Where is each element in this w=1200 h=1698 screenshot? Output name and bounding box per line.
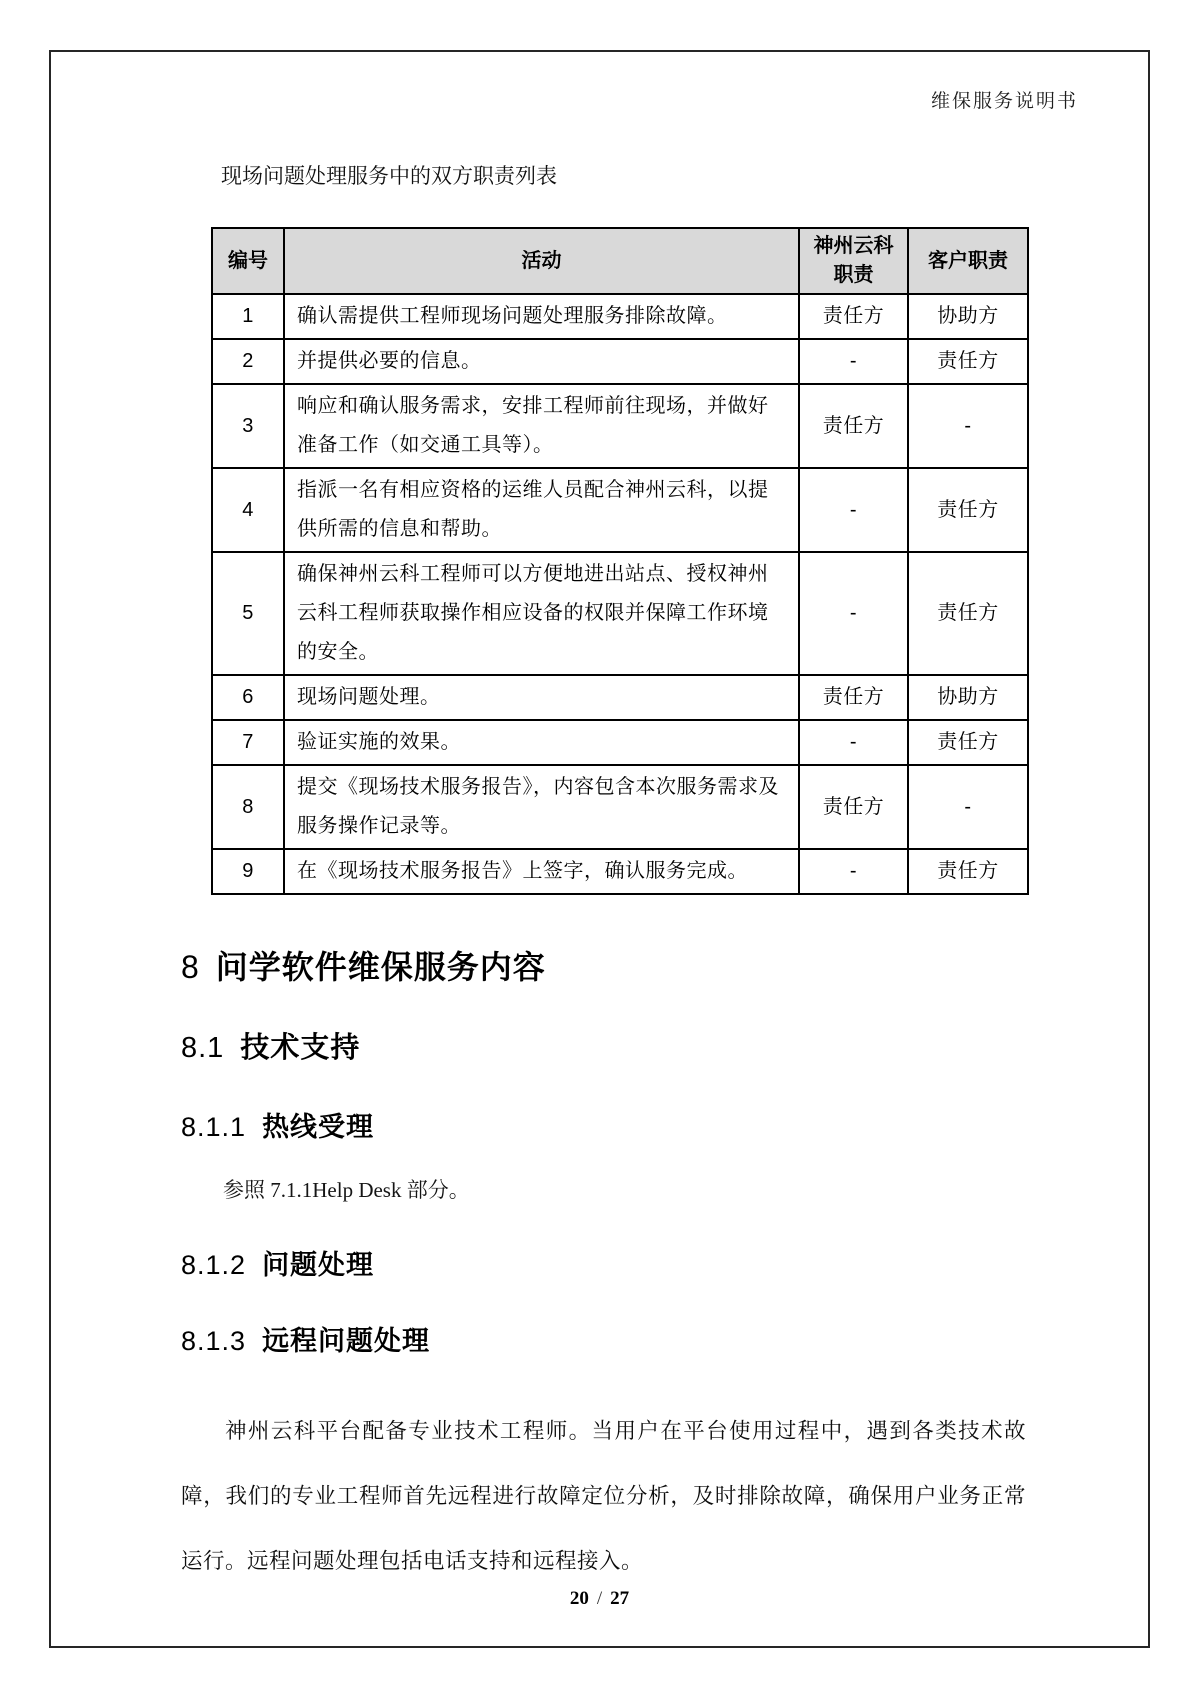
cell-activity: 确保神州云科工程师可以方便地进出站点、授权神州云科工程师获取操作相应设备的权限并保障工作环境的安全。	[284, 552, 799, 675]
heading-section-8-1-3	[181, 1323, 1026, 1359]
cell-customer-duty: 责任方	[908, 720, 1028, 765]
heading-title: 技术支持	[240, 1032, 361, 1064]
page-separator: /	[596, 1588, 603, 1609]
cell-number: 2	[212, 339, 284, 384]
heading-section-8-1-2	[181, 1247, 1026, 1283]
heading-title: 问题处理	[262, 1250, 375, 1280]
table-header-row	[212, 228, 1028, 294]
running-header	[931, 86, 1078, 113]
cell-customer-duty: 责任方	[908, 468, 1028, 552]
cell-activity: 确认需提供工程师现场问题处理服务排除故障。	[284, 294, 799, 339]
table-row	[212, 675, 1028, 720]
heading-number: 8.1.1	[181, 1112, 247, 1142]
cell-number: 8	[212, 765, 284, 849]
cell-customer-duty: 协助方	[908, 294, 1028, 339]
table-caption: 现场问题处理服务中的双方职责列表	[221, 165, 557, 188]
column-header-customer-duty: 客户职责	[908, 228, 1028, 294]
table-row	[212, 339, 1028, 384]
cell-number: 4	[212, 468, 284, 552]
table-row	[212, 468, 1028, 552]
cell-vendor-duty: 责任方	[799, 384, 908, 468]
cell-customer-duty: 责任方	[908, 339, 1028, 384]
cell-vendor-duty: 责任方	[799, 675, 908, 720]
header-title: 维保服务说明书	[930, 91, 1078, 112]
cell-activity: 现场问题处理。	[284, 675, 799, 720]
cell-customer-duty: -	[908, 765, 1028, 849]
cell-vendor-duty: 责任方	[799, 765, 908, 849]
table-row	[212, 552, 1028, 675]
cell-number: 7	[212, 720, 284, 765]
heading-number: 8.1	[181, 1032, 225, 1064]
heading-number: 8.1.2	[181, 1250, 247, 1280]
body-paragraph: 神州云科平台配备专业技术工程师。当用户在平台使用过程中，遇到各类技术故障，我们的专业工程师首先远程进行故障定位分析，及时排除故障，确保用户业务正常运行。远程问题处理包括电话支持和远程接入。	[181, 1419, 1026, 1573]
cell-customer-duty: -	[908, 384, 1028, 468]
cell-activity: 并提供必要的信息。	[284, 339, 799, 384]
cell-activity: 响应和确认服务需求，安排工程师前往现场，并做好准备工作（如交通工具等）。	[284, 384, 799, 468]
responsibility-table	[211, 227, 1029, 895]
cell-number: 6	[212, 675, 284, 720]
page-footer	[51, 1588, 1148, 1610]
column-header-number: 编号	[212, 228, 284, 294]
reference-paragraph: 参照 7.1.1Help Desk 部分。	[223, 1178, 470, 1202]
table-row	[212, 765, 1028, 849]
heading-number: 8	[181, 949, 200, 985]
heading-title: 问学软件维保服务内容	[215, 949, 546, 985]
table-row	[212, 384, 1028, 468]
cell-vendor-duty: -	[799, 339, 908, 384]
cell-activity: 在《现场技术服务报告》上签字，确认服务完成。	[284, 849, 799, 894]
cell-number: 3	[212, 384, 284, 468]
page-border	[49, 50, 1150, 1648]
table-row	[212, 849, 1028, 894]
cell-customer-duty: 协助方	[908, 675, 1028, 720]
page-content	[181, 163, 1026, 1594]
heading-title: 远程问题处理	[262, 1326, 431, 1356]
heading-title: 热线受理	[262, 1112, 375, 1142]
cell-vendor-duty: -	[799, 468, 908, 552]
heading-number: 8.1.3	[181, 1326, 247, 1356]
cell-activity: 验证实施的效果。	[284, 720, 799, 765]
cell-customer-duty: 责任方	[908, 552, 1028, 675]
cell-activity: 指派一名有相应资格的运维人员配合神州云科，以提供所需的信息和帮助。	[284, 468, 799, 552]
heading-section-8-1-1	[181, 1109, 1026, 1145]
column-header-vendor-duty: 神州云科职责	[799, 228, 908, 294]
cell-vendor-duty: -	[799, 552, 908, 675]
column-header-activity: 活动	[284, 228, 799, 294]
cell-customer-duty: 责任方	[908, 849, 1028, 894]
cell-number: 9	[212, 849, 284, 894]
heading-section-8-1	[181, 1029, 1026, 1067]
table-row	[212, 720, 1028, 765]
cell-activity: 提交《现场技术服务报告》，内容包含本次服务需求及服务操作记录等。	[284, 765, 799, 849]
cell-vendor-duty: 责任方	[799, 294, 908, 339]
cell-number: 1	[212, 294, 284, 339]
total-page-number: 27	[610, 1588, 630, 1609]
cell-number: 5	[212, 552, 284, 675]
table-row	[212, 294, 1028, 339]
cell-vendor-duty: -	[799, 849, 908, 894]
heading-section-8	[181, 947, 1026, 987]
cell-vendor-duty: -	[799, 720, 908, 765]
current-page-number: 20	[569, 1588, 589, 1609]
